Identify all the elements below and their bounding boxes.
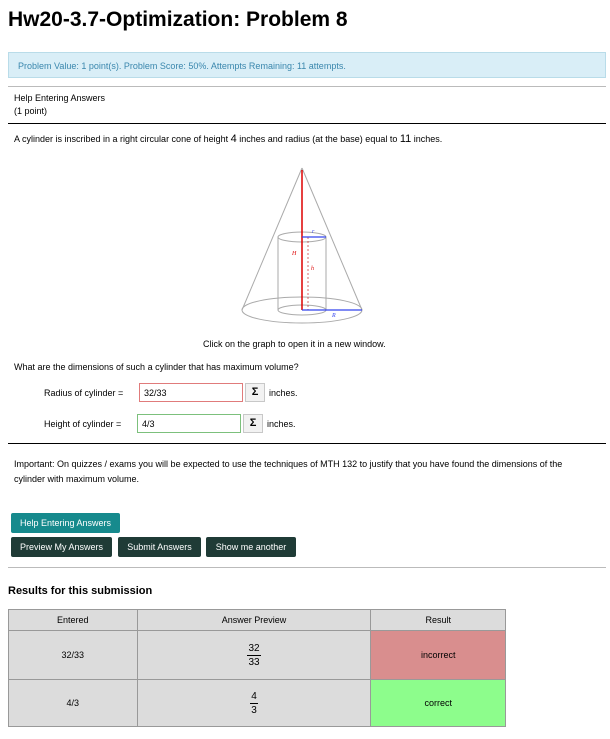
- preview-cell: [137, 680, 371, 727]
- label-h: h: [311, 266, 314, 272]
- result-cell-incorrect: incorrect: [371, 631, 506, 680]
- height-answer-input[interactable]: [137, 414, 241, 433]
- column-header-entered: Entered: [9, 610, 138, 631]
- sigma-icon[interactable]: Σ: [245, 383, 265, 402]
- submit-answers-button[interactable]: Submit Answers: [118, 537, 201, 557]
- divider: [8, 86, 606, 87]
- cone-height-value: 4: [230, 133, 237, 145]
- fraction-denominator: 33: [248, 656, 260, 668]
- table-row: [9, 680, 506, 727]
- problem-statement: [14, 133, 442, 145]
- column-header-answer-preview: Answer Preview: [137, 610, 371, 631]
- point-value: (1 point): [14, 106, 48, 116]
- statement-mid: inches and radius (at the base) equal to: [236, 134, 400, 144]
- table-row: [9, 631, 506, 680]
- fraction-preview: [247, 643, 260, 668]
- fraction-denominator: 3: [251, 704, 257, 716]
- question-text: What are the dimensions of such a cylinder that has maximum volume?: [14, 362, 299, 372]
- height-label: Height of cylinder =: [44, 419, 122, 429]
- label-R: R: [332, 313, 336, 319]
- label-r: r: [312, 229, 315, 235]
- result-cell-correct: correct: [371, 680, 506, 727]
- statement-post: inches.: [411, 134, 443, 144]
- help-entering-answers-link[interactable]: Help Entering Answers: [14, 93, 106, 103]
- entered-cell: 32/33: [9, 631, 138, 680]
- height-units: inches.: [267, 419, 296, 429]
- cone-left-edge: [242, 168, 302, 310]
- divider: [8, 123, 606, 124]
- radius-answer-input[interactable]: [139, 383, 243, 402]
- cone-right-edge: [302, 168, 362, 310]
- entered-cell: 4/3: [9, 680, 138, 727]
- help-entering-answers-button[interactable]: Help Entering Answers: [11, 513, 120, 533]
- divider: [8, 567, 606, 568]
- results-table: [8, 609, 506, 727]
- fraction-preview: [250, 691, 258, 716]
- radius-units: inches.: [269, 388, 298, 398]
- column-header-result: Result: [371, 610, 506, 631]
- graph-caption: Click on the graph to open it in a new window.: [203, 339, 386, 349]
- radius-label: Radius of cylinder =: [44, 388, 124, 398]
- label-H: H: [292, 251, 297, 257]
- important-note: Important: On quizzes / exams you will be expected to use the techniques of MTH 132 to justify that you have found the dimensions of the cylinder with maximum volume.: [14, 459, 563, 484]
- fraction-numerator: 32: [248, 642, 260, 654]
- statement-pre: A cylinder is inscribed in a right circular cone of height: [14, 134, 231, 144]
- show-another-button[interactable]: Show me another: [206, 537, 296, 557]
- results-header-row: [9, 610, 506, 631]
- fraction-numerator: 4: [251, 690, 257, 702]
- results-heading: Results for this submission: [8, 585, 153, 597]
- cone-radius-value: 11: [399, 133, 412, 145]
- page-title: Hw20-3.7-Optimization: Problem 8: [8, 8, 348, 31]
- sigma-icon[interactable]: Σ: [243, 414, 263, 433]
- cone-cylinder-graph[interactable]: [238, 160, 374, 332]
- preview-answers-button[interactable]: Preview My Answers: [11, 537, 112, 557]
- problem-info-bar: Problem Value: 1 point(s). Problem Score: 50%. Attempts Remaining: 11 attempts.: [8, 52, 606, 78]
- preview-cell: [137, 631, 371, 680]
- divider: [8, 443, 606, 444]
